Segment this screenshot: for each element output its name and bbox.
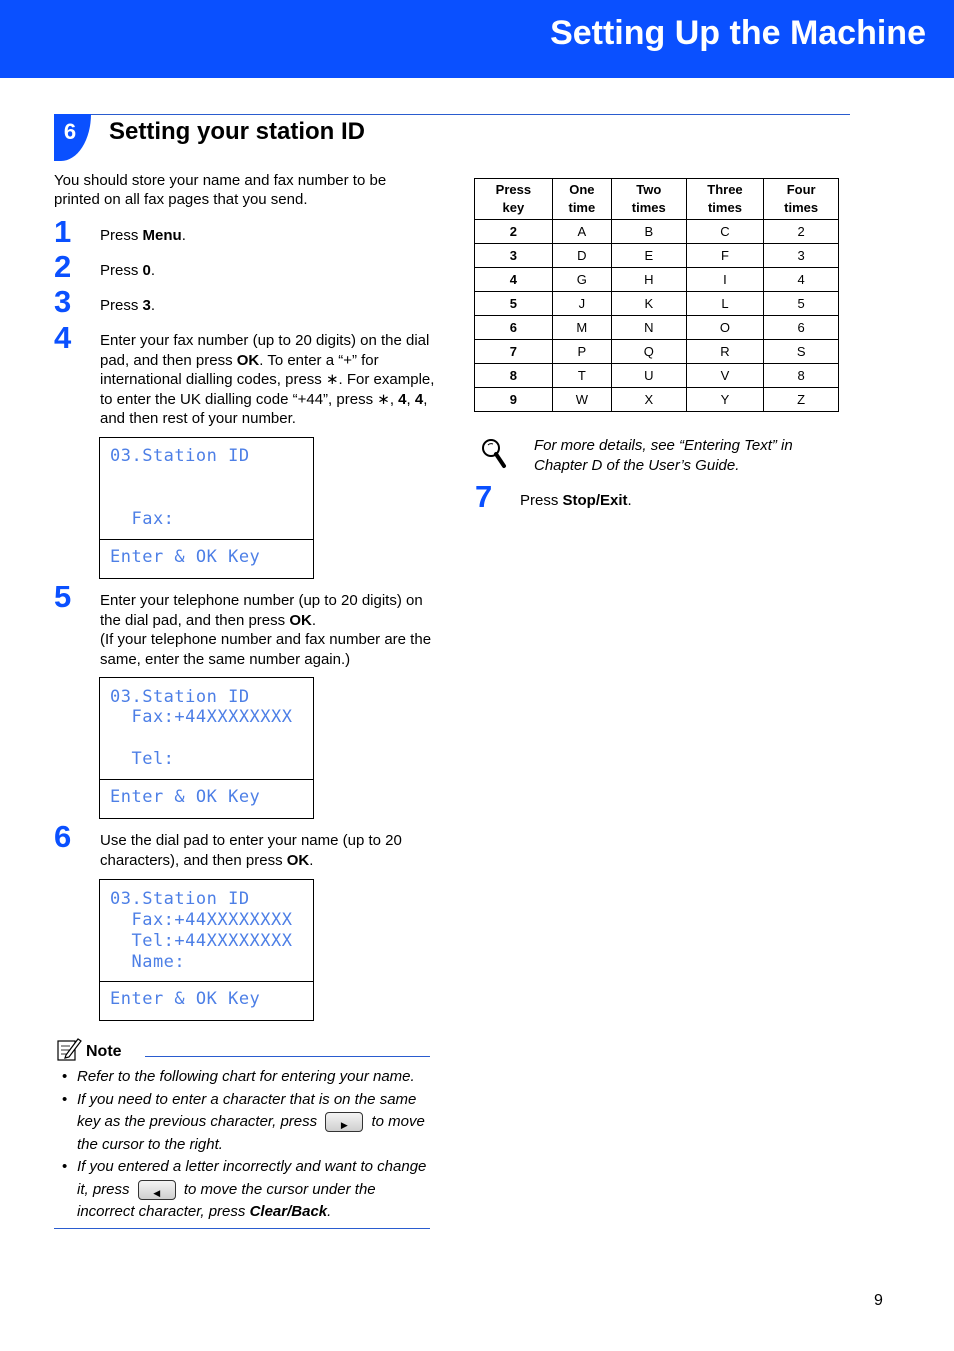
step-1-text: Press Menu. — [100, 227, 186, 244]
table-cell: C — [686, 220, 764, 244]
step-7-text: Press Stop/Exit. — [520, 492, 632, 509]
table-header-row — [475, 179, 839, 220]
note-list — [54, 1066, 434, 1224]
step-number-4: 4 — [54, 320, 72, 355]
table-cell: M — [552, 316, 611, 340]
table-header: One time — [552, 179, 611, 220]
table-row — [475, 340, 839, 364]
table-cell: D — [552, 244, 611, 268]
table-key-cell: 2 — [475, 220, 553, 244]
table-cell: Z — [764, 388, 839, 412]
table-cell: 3 — [764, 244, 839, 268]
table-body — [475, 220, 839, 412]
step-4-text: Enter your fax number (up to 20 digits) on the dial pad, and then press OK. To enter a “+” for international dialling codes, press ∗. For example, to enter the UK dialling code “+44”, press ∗, 4, 4, and then rest of your number. — [100, 332, 435, 427]
step-number-1: 1 — [54, 214, 72, 249]
table-key-cell: 9 — [475, 388, 553, 412]
lcd-line: Name: — [110, 952, 186, 972]
table-cell: R — [686, 340, 764, 364]
lcd-prompt: Enter & OK Key — [110, 547, 261, 567]
step-number-7: 7 — [475, 479, 493, 514]
table-key-cell: 3 — [475, 244, 553, 268]
table-cell: 5 — [764, 292, 839, 316]
lcd-line: 03.Station ID — [110, 687, 250, 707]
notepad-pencil-icon — [56, 1036, 82, 1062]
section-number: 6 — [63, 119, 77, 144]
table-cell: Q — [611, 340, 686, 364]
table-cell: P — [552, 340, 611, 364]
table-cell: O — [686, 316, 764, 340]
note-label: Note — [86, 1043, 122, 1060]
table-cell: S — [764, 340, 839, 364]
table-cell: F — [686, 244, 764, 268]
table-cell: T — [552, 364, 611, 388]
header-banner — [0, 0, 954, 78]
table-header: Press key — [475, 179, 553, 220]
note-item: • If you need to enter a character that is on the same key as the previous character, press ▶ to move the cursor to the right. — [54, 1089, 434, 1157]
table-row — [475, 388, 839, 412]
right-arrow-key-icon: ▶ — [325, 1112, 363, 1132]
section-number-badge — [54, 114, 91, 161]
table-header: Three times — [686, 179, 764, 220]
table-cell: N — [611, 316, 686, 340]
lcd-line: Tel: — [110, 749, 175, 769]
intro-text: You should store your name and fax number to be printed on all fax pages that you send. — [54, 172, 387, 208]
table-cell: X — [611, 388, 686, 412]
table-row — [475, 244, 839, 268]
table-cell: J — [552, 292, 611, 316]
step-number-2: 2 — [54, 249, 72, 284]
page-number: 9 — [874, 1292, 883, 1309]
section-rule — [54, 114, 850, 115]
tip-text: For more details, see “Entering Text” in Chapter D of the User’s Guide. — [534, 437, 793, 474]
table-key-cell: 7 — [475, 340, 553, 364]
note-rule — [145, 1056, 430, 1057]
table-header: Four times — [764, 179, 839, 220]
table-key-cell: 4 — [475, 268, 553, 292]
table-row — [475, 364, 839, 388]
table-cell: 6 — [764, 316, 839, 340]
step-5-text: Enter your telephone number (up to 20 digits) on the dial pad, and then press OK. (If your telephone number and fax number are the same, enter the same number again.) — [100, 592, 432, 668]
step-number-6: 6 — [54, 819, 72, 854]
note-bottom-rule — [54, 1228, 430, 1229]
table-cell: L — [686, 292, 764, 316]
table-cell: B — [611, 220, 686, 244]
table-cell: A — [552, 220, 611, 244]
table-key-cell: 6 — [475, 316, 553, 340]
table-row — [475, 316, 839, 340]
table-cell: Y — [686, 388, 764, 412]
lcd-line: Fax:+44XXXXXXXX — [110, 707, 293, 727]
star-key-symbol: ∗ — [325, 371, 339, 388]
note-item: • If you entered a letter incorrectly and want to change it, press ◀ to move the cursor under the incorrect character, press Clear/Back. — [54, 1156, 434, 1224]
table-row — [475, 268, 839, 292]
magnifier-icon — [480, 437, 508, 469]
step-2-text: Press 0. — [100, 262, 156, 279]
step-3-text: Press 3. — [100, 297, 156, 314]
table-cell: 4 — [764, 268, 839, 292]
step-6-text: Use the dial pad to enter your name (up to 20 characters), and then press OK. — [100, 832, 402, 869]
lcd-line: Fax: — [110, 509, 175, 529]
table-key-cell: 5 — [475, 292, 553, 316]
section-title: Setting your station ID — [109, 118, 366, 145]
table-cell: H — [611, 268, 686, 292]
lcd-prompt: Enter & OK Key — [110, 989, 261, 1009]
lcd-display-tel — [99, 677, 314, 819]
table-row — [475, 220, 839, 244]
table-cell: K — [611, 292, 686, 316]
lcd-prompt: Enter & OK Key — [110, 787, 261, 807]
table-cell: U — [611, 364, 686, 388]
table-cell: I — [686, 268, 764, 292]
table-cell: E — [611, 244, 686, 268]
table-cell: V — [686, 364, 764, 388]
lcd-display-name — [99, 879, 314, 1021]
table-row — [475, 292, 839, 316]
table-cell: 2 — [764, 220, 839, 244]
table-cell: G — [552, 268, 611, 292]
table-cell: W — [552, 388, 611, 412]
table-header: Two times — [611, 179, 686, 220]
page-header-title: Setting Up the Machine — [550, 14, 926, 52]
character-entry-table — [474, 178, 839, 412]
lcd-line: 03.Station ID — [110, 889, 250, 909]
lcd-line: Tel:+44XXXXXXXX — [110, 931, 293, 951]
table-cell: 8 — [764, 364, 839, 388]
step-number-3: 3 — [54, 284, 72, 319]
lcd-display-fax — [99, 437, 314, 579]
left-arrow-key-icon: ◀ — [138, 1180, 176, 1200]
note-item: • Refer to the following chart for entering your name. — [54, 1066, 434, 1089]
step-number-5: 5 — [54, 579, 72, 614]
table-key-cell: 8 — [475, 364, 553, 388]
lcd-line: 03.Station ID — [110, 446, 250, 466]
star-key-symbol: ∗ — [377, 390, 390, 408]
lcd-line: Fax:+44XXXXXXXX — [110, 910, 293, 930]
